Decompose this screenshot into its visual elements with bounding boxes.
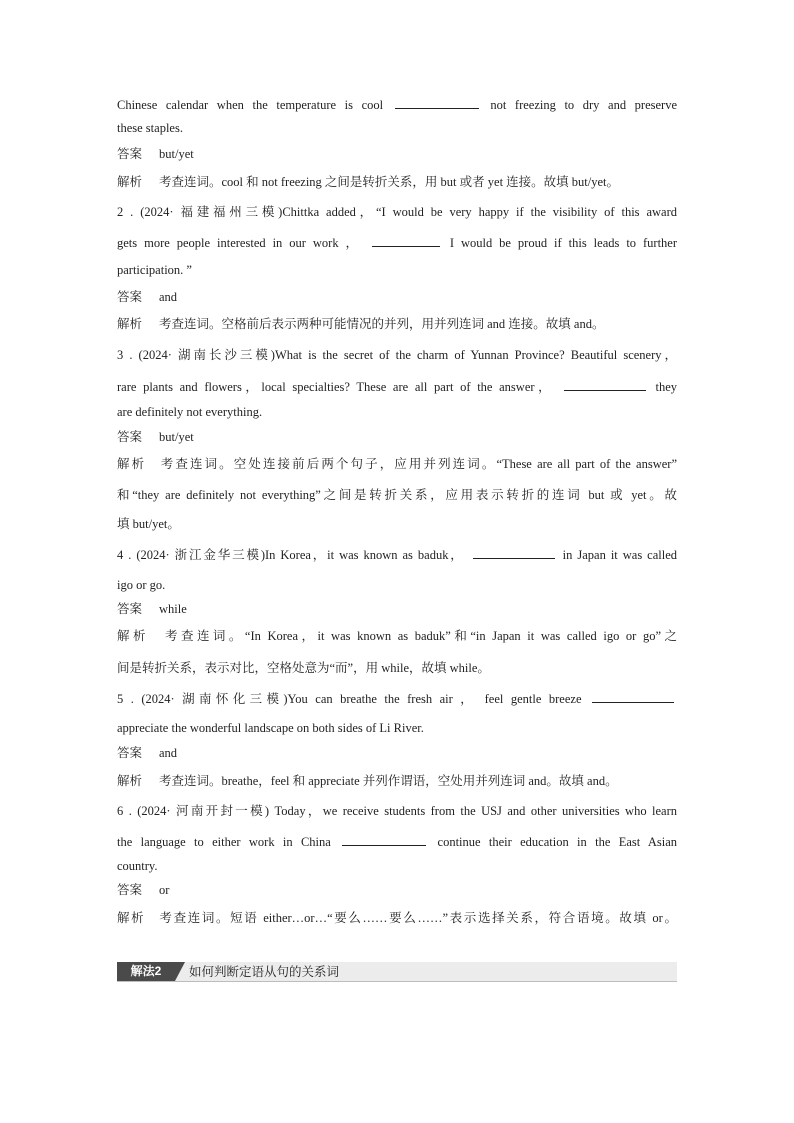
text-segment: Chinese calendar when the temperature is cool [117, 98, 384, 112]
text-line [117, 120, 677, 136]
answer-blank[interactable] [564, 378, 646, 391]
text-line [117, 204, 677, 220]
section-title: 如何判断定语从句的关系词 [189, 964, 340, 979]
text-line [117, 745, 677, 761]
text-content: 解析 考查连词。空处连接前后两个句子，应用并列连词。“These are all part of the answer” [117, 457, 677, 471]
answer-blank[interactable] [342, 833, 426, 846]
answer-blank[interactable] [592, 690, 674, 703]
text-content: country. [117, 859, 158, 873]
text-segment: rare plants and flowers，local specialties? These are all part of the answer， [117, 380, 555, 394]
text-line [117, 378, 677, 395]
text-content: 3 . (2024· 湖南长沙三模)What is the secret of the charm of Yunnan Province? Beautiful scenery， [117, 348, 677, 362]
text-line [117, 601, 677, 617]
text-segment: in Japan it was called [562, 548, 678, 562]
text-content: appreciate the wonderful landscape on both sides of Li River. [117, 721, 424, 735]
text-line [117, 660, 677, 676]
text-content: 2 . (2024· 福建福州三模)Chittka added，“I would be very happy if the visibility of this award [117, 205, 677, 219]
text-line [117, 858, 677, 874]
answer-blank[interactable] [372, 234, 440, 247]
text-line [117, 96, 677, 113]
text-content: 填 but/yet。 [117, 517, 180, 531]
text-line [117, 720, 677, 736]
text-content: and [159, 290, 178, 304]
text-line [117, 803, 677, 819]
text-content: these staples. [117, 121, 183, 135]
text-line [117, 910, 677, 926]
section-tag-notch [175, 962, 185, 981]
text-content: are definitely not everything. [117, 405, 263, 419]
text-segment: 4 . (2024· 浙江金华三模)In Korea，it was known as baduk， [117, 548, 465, 562]
answer-blank[interactable] [395, 96, 479, 109]
text-line [117, 316, 677, 332]
section-tag: 解法2 [117, 962, 175, 981]
text-content: but/yet [159, 147, 194, 161]
answer-label: 答案 [117, 147, 143, 161]
text-content: participation. ” [117, 263, 192, 277]
text-content: 解析 考查连词。短语 either…or…“要么……要么……”表示选择关系，符合语境。故填 or。 [117, 911, 677, 925]
text-segment: the language to either work in China [117, 835, 331, 849]
text-line [117, 690, 677, 707]
text-content: or [159, 883, 170, 897]
text-content: 间是转折关系，表示对比，空格处意为“而”，用 while，故填 while。 [117, 661, 490, 675]
text-line [117, 429, 677, 445]
text-segment: not freezing to dry and preserve [490, 98, 678, 112]
answer-label: 答案 [117, 746, 143, 760]
answer-label: 答案 [117, 602, 143, 616]
text-line [117, 577, 677, 593]
text-line [117, 174, 677, 190]
section-header [117, 962, 677, 982]
text-line [117, 833, 677, 850]
answer-label: 答案 [117, 430, 143, 444]
text-line [117, 347, 677, 363]
text-content: while [159, 602, 187, 616]
text-line [117, 234, 677, 251]
text-content: 考查连词。cool 和 not freezing 之间是转折关系，用 but 或者 yet 连接。故填 but/yet。 [159, 175, 620, 189]
text-segment: gets more people interested in our work ， [117, 236, 362, 250]
text-line [117, 628, 677, 644]
text-content: 考查连词。breathe，feel 和 appreciate 并列作谓语，空处用并列连词 and。故填 and。 [159, 774, 618, 788]
text-line [117, 487, 677, 503]
analysis-label: 解析 [117, 317, 143, 331]
text-line [117, 546, 677, 563]
analysis-label: 解析 [117, 175, 143, 189]
text-line [117, 516, 677, 532]
text-line [117, 262, 677, 278]
text-line [117, 882, 677, 898]
text-segment: they [655, 380, 677, 394]
text-segment: 5 . (2024· 湖南怀化三模)You can breathe the fresh air ， feel gentle breeze [117, 692, 582, 706]
text-content: but/yet [159, 430, 194, 444]
text-content: 解析 考查连词。“In Korea，it was known as baduk”和“in Japan it was called igo or go”之 [117, 629, 677, 643]
text-content: and [159, 746, 178, 760]
text-content: igo or go. [117, 578, 166, 592]
text-line [117, 456, 677, 472]
text-line [117, 773, 677, 789]
answer-label: 答案 [117, 290, 143, 304]
text-content: 6 . (2024· 河南开封一模) Today，we receive students from the USJ and other universities who learn [117, 804, 677, 818]
text-line [117, 146, 677, 162]
text-line [117, 404, 677, 420]
text-line [117, 289, 677, 305]
text-content: 和“they are definitely not everything”之间是转折关系，应用表示转折的连词 but 或 yet。故 [117, 488, 677, 502]
text-segment: continue their education in the East Asian [437, 835, 678, 849]
answer-label: 答案 [117, 883, 143, 897]
text-content: 考查连词。空格前后表示两种可能情况的并列，用并列连词 and 连接。故填 and。 [159, 317, 605, 331]
analysis-label: 解析 [117, 774, 143, 788]
text-segment: I would be proud if this leads to further [449, 236, 678, 250]
answer-blank[interactable] [473, 546, 555, 559]
